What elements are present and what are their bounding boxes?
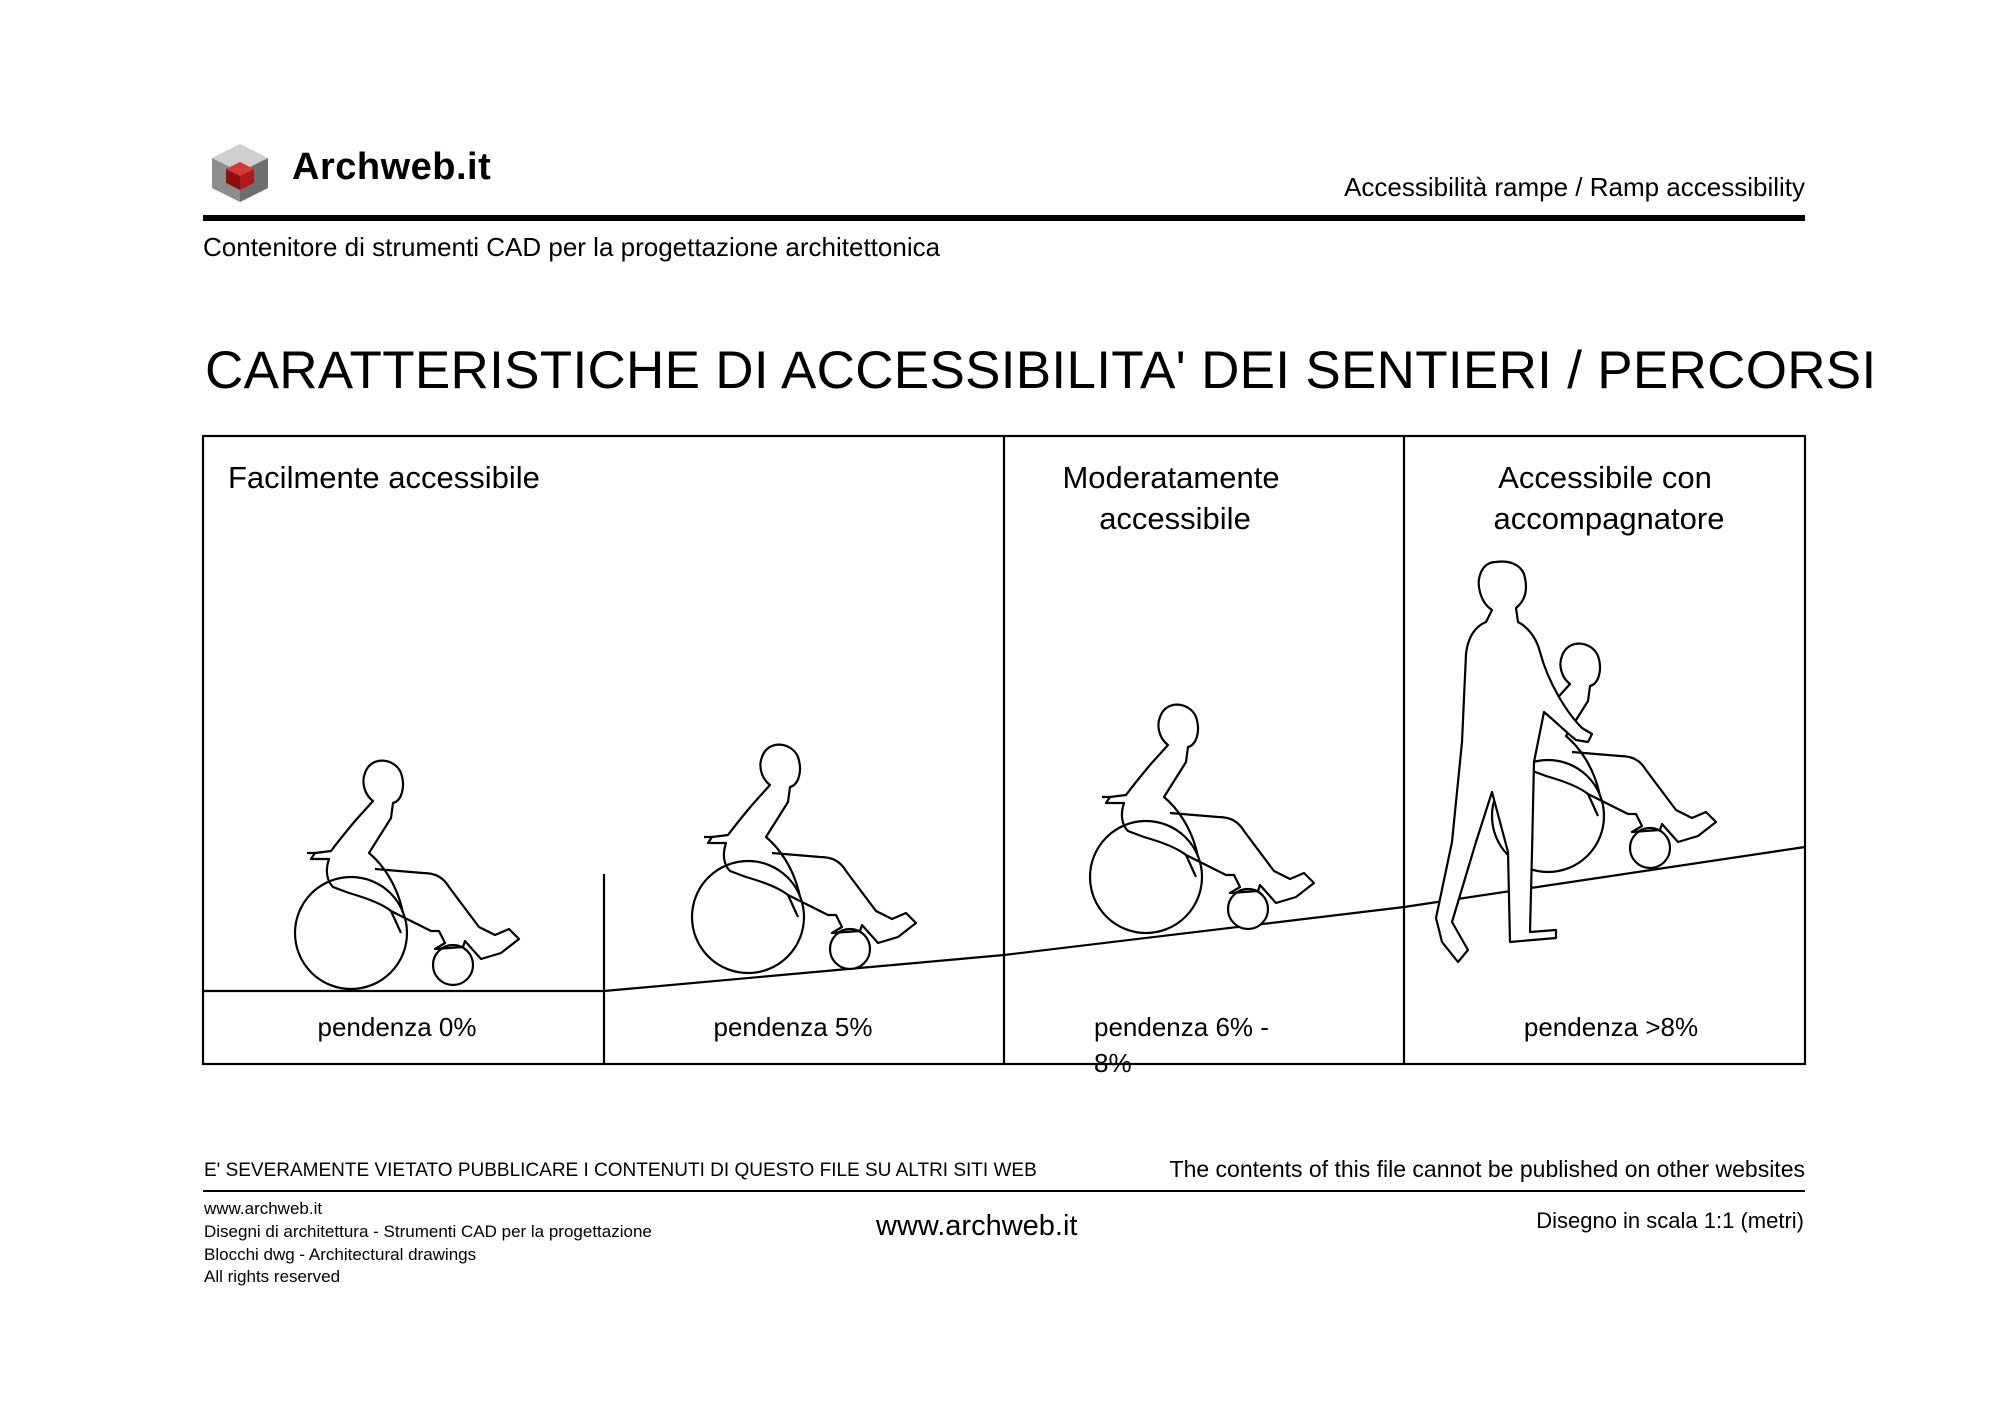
drawing-scale: Disegno in scala 1:1 (metri) — [1536, 1208, 1804, 1233]
slope-label: pendenza 0% — [317, 1012, 477, 1042]
slope-label: pendenza 6% - — [1094, 1012, 1269, 1042]
walking-companion-icon — [1436, 562, 1592, 963]
footer-warning-it: E' SEVERAMENTE VIETATO PUBBLICARE I CONTENUTI DI QUESTO FILE SU ALTRI SITI WEB — [204, 1160, 1037, 1181]
footer-divider — [203, 1190, 1805, 1192]
slope-label: pendenza 5% — [713, 1012, 873, 1042]
panel-heading: accompagnatore — [1493, 501, 1725, 536]
wheelchair-user-icon — [295, 761, 519, 989]
credit-line: All rights reserved — [204, 1267, 341, 1286]
credit-line: www.archweb.it — [204, 1199, 323, 1218]
brand-name: Archweb.it — [292, 146, 492, 188]
panel-heading: accessibile — [1099, 501, 1251, 536]
tagline: Contenitore di strumenti CAD per la progettazione architettonica — [203, 232, 941, 262]
page-title: CARATTERISTICHE DI ACCESSIBILITA' DEI SENTIERI / PERCORSI — [205, 341, 1877, 400]
sheet-subject: Accessibilità rampe / Ramp accessibility — [1344, 172, 1805, 202]
panel-heading: Accessibile con — [1498, 460, 1712, 495]
wheelchair-user-icon — [692, 745, 916, 973]
panel-heading: Moderatamente — [1062, 460, 1280, 495]
slope-label: 8% — [1094, 1048, 1132, 1078]
credit-line: Blocchi dwg - Architectural drawings — [204, 1245, 477, 1264]
footer-url: www.archweb.it — [876, 1210, 1078, 1242]
footer-warning-en: The contents of this file cannot be published on other websites — [1169, 1156, 1805, 1182]
wheelchair-user-icon — [1090, 705, 1314, 933]
slope-label: pendenza >8% — [1523, 1012, 1699, 1042]
panel-heading: Facilmente accessibile — [228, 460, 540, 495]
credit-line: Disegni di architettura - Strumenti CAD per la progettazione — [204, 1222, 652, 1241]
